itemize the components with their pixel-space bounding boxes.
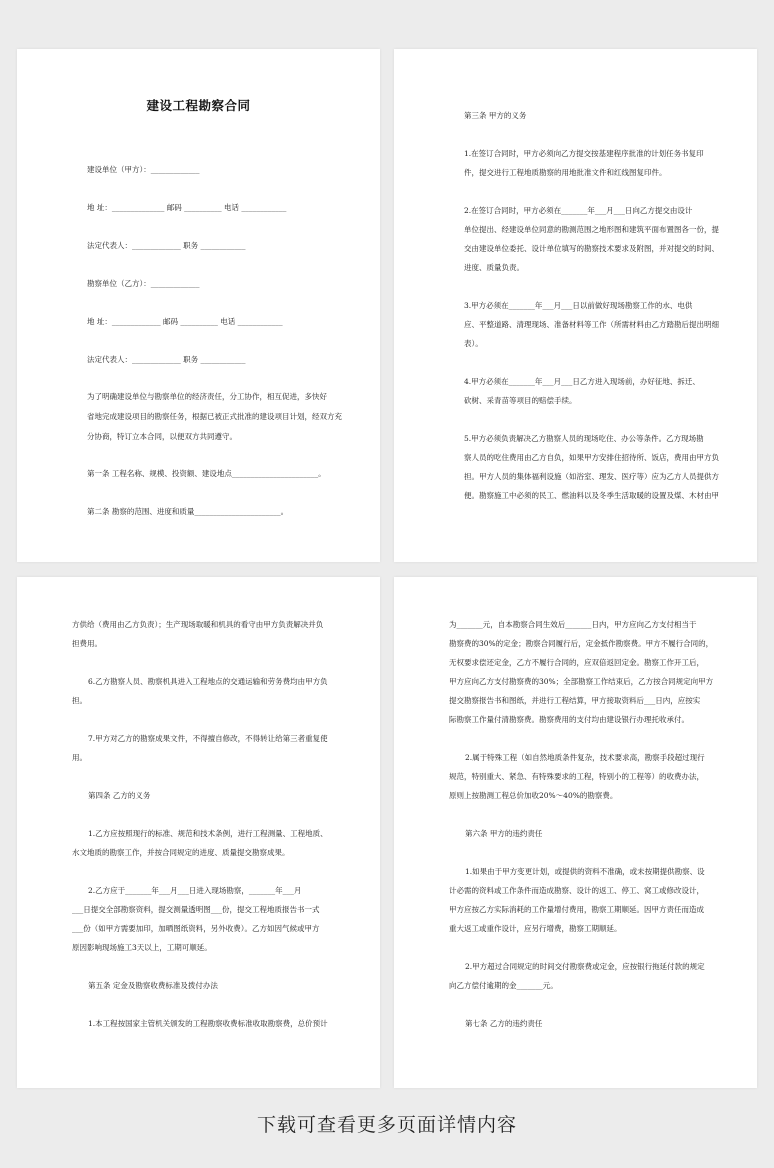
text-line: 4.甲方必须在_______年___月___日乙方进入现场前，办好征地、拆迁、: [464, 377, 700, 386]
text-line: ___日提交全部勘察资料，提交测量透明图___份，提交工程地质报告书一式: [72, 905, 320, 914]
text-line: 担。: [72, 696, 87, 705]
text-line: 地 址：______________ 邮码 __________ 电话 ____________: [87, 203, 287, 212]
text-line: 地 址：_____________ 邮码 __________ 电话 ____________: [87, 317, 283, 326]
text-line: 方供给（费用由乙方负责）；生产现场取暖和机具的看守由甲方负责解决并负: [72, 620, 324, 629]
download-caption: 下载可查看更多页面详情内容: [256, 1114, 517, 1136]
text-line: 为_______元，自本勘察合同生效后_______日内，甲方应向乙方支付相当于: [449, 620, 697, 629]
text-line: 3.甲方必须在_______年___月___日以前做好现场勘察工作的水、电供: [464, 301, 693, 310]
text-line: 建设单位（甲方）：_____________: [87, 165, 200, 174]
text-line: 7.甲方对乙方的勘察成果文件，不得擅自修改，不得转让给第三者重复使: [88, 734, 328, 743]
text-line: 交由建设单位委托、设计单位填写的勘察技术要求及附图，并对提交的时间、: [464, 244, 719, 253]
text-line: 便。勘察施工中必须的民工、燃油料以及冬季生活取暖的设置及煤、木材由甲: [464, 491, 719, 500]
text-line: 法定代表人：_____________ 职务 ____________: [87, 355, 246, 364]
text-line: 第一条 工程名称、规模、投资额、建设地点_______________________。: [87, 469, 326, 478]
section-heading: 第六条 甲方的违约责任: [465, 829, 543, 838]
text-line: 甲方应向乙方支付勘察费的30%；全部勘察工作结束后，乙方按合同规定向甲方: [449, 677, 714, 686]
text-line: 2.属于特殊工程（如自然地质条件复杂，技术要求高，勘察手段超过现行: [465, 753, 705, 762]
text-line: 法定代表人：_____________ 职务 ____________: [87, 241, 246, 250]
text-line: 向乙方偿付逾期的金_______元。: [449, 981, 558, 990]
text-line: 1.本工程按国家主管机关颁发的工程勘察收费标准收取勘察费，总价预计: [88, 1019, 328, 1028]
text-line: 第二条 勘察的范围、进度和质量_______________________。: [87, 507, 289, 516]
text-line: 2.在签订合同时，甲方必须在_______年___月___日向乙方提交由设计: [464, 206, 693, 215]
text-line: 规范，特别重大、紧急、有特殊要求的工程，特别小的工程等）的收费办法，: [449, 772, 704, 781]
text-line: 单位提出、经建设单位同意的勘测范围之地形图和建筑平面布置图各一份，提: [464, 225, 719, 234]
text-line: 甲方应按乙方实际消耗的工作量增付费用，勘察工期顺延。因甲方责任而造成: [449, 905, 704, 914]
text-line: 省地完成建设项目的勘察任务，根据已被正式批准的建设项目计划，经双方充: [87, 412, 342, 421]
text-line: 2.甲方超过合同规定的时间交付勘察费或定金，应按银行拖延付款的规定: [465, 962, 705, 971]
text-line: 水文地质的勘察工作，并按合同规定的进度、质量提交勘察成果。: [72, 848, 290, 857]
document-page-1: [17, 49, 380, 562]
text-line: 分协商，特订立本合同，以便双方共同遵守。: [87, 432, 237, 441]
text-line: 际勘察工作量付清勘察费。勘察费用的支付均由建设银行办理托收承付。: [449, 715, 689, 724]
text-line: 用。: [72, 753, 87, 762]
text-line: 原因影响现场施工3天以上，工期可顺延。: [72, 943, 212, 952]
document-page-3: [17, 577, 380, 1088]
text-line: 提交勘察报告书和图纸，并进行工程结算，甲方接取资料后___日内，应按实: [449, 696, 701, 705]
text-line: 勘察费的30%的定金；勘察合同履行后，定金抵作勘察费。甲方不履行合同的，: [449, 639, 714, 648]
text-line: 5.甲方必须负责解决乙方勘察人员的现场吃住、办公等条件。乙方现场勘: [464, 434, 704, 443]
section-heading: 第三条 甲方的义务: [464, 111, 527, 120]
text-line: ___份（如甲方需要加印，加晒图纸资料，另外收费）。乙方如因气候或甲方: [72, 924, 320, 933]
text-line: 应、平整道路、清理现场、准备材料等工作（所需材料由乙方踏勘后提出明细: [464, 320, 719, 329]
text-line: 1.在签订合同时，甲方必须向乙方提交按基建程序批准的计划任务书复印: [464, 149, 704, 158]
text-line: 计必需的资料或工作条件而造成勘察、设计的返工、停工、窝工或修改设计，: [449, 886, 704, 895]
text-line: 砍树、采青苗等项目的赔偿手续。: [464, 396, 577, 405]
text-line: 察人员的吃住费用由乙方自负，如果甲方安排住招待所、饭店，费用由甲方负: [464, 453, 719, 462]
text-line: 6.乙方勘察人员、勘察机具进入工程地点的交通运输和劳务费均由甲方负: [88, 677, 328, 686]
text-line: 2.乙方应于_______年___月___日进入现场勘察，_______年___月: [88, 886, 302, 895]
text-line: 件，提交进行工程地质勘察的用地批准文件和红线图复印件。: [464, 168, 667, 177]
text-line: 担费用。: [72, 639, 102, 648]
text-line: 无权要求偿还定金，乙方不履行合同的，应双倍返回定金。勘察工作开工后，: [449, 658, 704, 667]
text-line: 为了明确建设单位与勘察单位的经济责任，分工协作，相互促进，多快好: [87, 392, 327, 401]
text-line: 1.如果由于甲方变更计划，或提供的资料不准确，或未按期提供勘察、设: [465, 867, 705, 876]
text-line: 1.乙方应按照现行的标准、规范和技术条例，进行工程测量、工程地质、: [88, 829, 328, 838]
section-heading: 第四条 乙方的义务: [88, 791, 151, 800]
text-line: 进度、质量负责。: [464, 263, 524, 272]
text-line: 表）。: [464, 339, 483, 348]
text-line: 原则上按勘测工程总价加收20%～40%的勘察费。: [449, 791, 618, 800]
contract-title: 建设工程勘察合同: [146, 98, 251, 113]
document-page-2: [394, 49, 757, 562]
text-line: 勘察单位（乙方）：_____________: [87, 279, 200, 288]
section-heading: 第五条 定金及勘察收费标准及拨付办法: [88, 981, 218, 990]
section-heading: 第七条 乙方的违约责任: [465, 1019, 543, 1028]
text-line: 重大返工或重作设计，应另行增费，勘察工期顺延。: [449, 924, 622, 933]
text-line: 担。甲方人员的集体福利设施（如浴室、理发、医疗等）应为乙方人员提供方: [464, 472, 719, 481]
document-page-4: [394, 577, 757, 1088]
